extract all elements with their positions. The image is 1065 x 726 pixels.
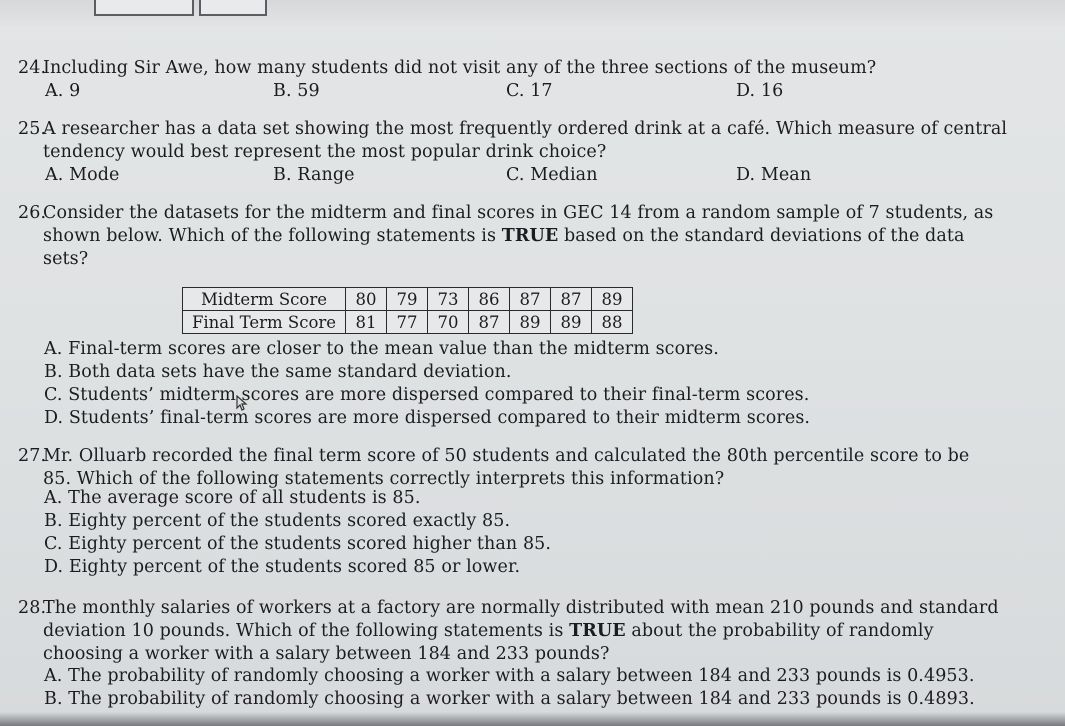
option-a[interactable]: A. 9	[45, 81, 81, 101]
question-text-cont: choosing a worker with a salary between 184 and 233 pounds?	[43, 644, 610, 664]
table-cell: 86	[469, 288, 510, 311]
table-cell: 87	[510, 288, 551, 311]
table-cell: 88	[592, 311, 633, 334]
options-row	[18, 164, 1038, 187]
option-d[interactable]: D. 16	[736, 81, 784, 101]
text-segment: about the probability of randomly	[625, 621, 934, 641]
table-cell: 89	[592, 288, 633, 311]
question-number: 27.	[18, 446, 47, 466]
option-d[interactable]: D. Students’ final-term scores are more dispersed compared to their midterm scores.	[44, 408, 811, 428]
question-text-cont: sets?	[43, 249, 89, 269]
scores-table	[182, 287, 633, 334]
row-header: Final Term Score	[183, 311, 346, 334]
question-24-stem	[18, 57, 1038, 80]
question-number: 24.	[18, 58, 47, 78]
table-cell: 89	[551, 311, 592, 334]
table-cell: 79	[387, 288, 428, 311]
question-text-cont	[18, 225, 1038, 248]
option-a[interactable]: A. The probability of randomly choosing a worker with a salary between 184 and 233 pounds is 0.4953.	[44, 666, 975, 686]
question-28-options	[18, 665, 1038, 711]
question-text: The monthly salaries of workers at a factory are normally distributed with mean 210 pounds and standard	[43, 598, 999, 618]
question-text: Consider the datasets for the midterm and final scores in GEC 14 from a random sample of 7 students, as	[43, 203, 994, 223]
question-26	[18, 202, 1038, 271]
question-26-stem	[18, 202, 1038, 225]
option-a[interactable]: A. Mode	[45, 165, 120, 185]
question-text: A researcher has a data set showing the most frequently ordered drink at a café. Which measure of central	[43, 119, 1008, 139]
option-a[interactable]: A. Final-term scores are closer to the mean value than the midterm scores.	[44, 339, 719, 359]
question-28	[18, 597, 1038, 666]
emphasis-text: TRUE	[569, 621, 626, 641]
question-25-stem	[18, 118, 1038, 141]
option-a[interactable]: A. The average score of all students is 85.	[44, 488, 421, 508]
option-d[interactable]: D. Mean	[736, 165, 812, 185]
table-cell: 70	[428, 311, 469, 334]
question-number: 26.	[18, 203, 47, 223]
option-b[interactable]: B. The probability of randomly choosing a worker with a salary between 184 and 233 pounds is 0.4893.	[44, 689, 975, 709]
options-row	[18, 80, 1038, 103]
text-segment: shown below. Which of the following statements is	[43, 226, 502, 246]
option-b[interactable]: B. 59	[273, 81, 320, 101]
question-24	[18, 57, 1038, 103]
question-28-stem	[18, 597, 1038, 620]
question-text-cont: 85. Which of the following statements correctly interprets this information?	[43, 469, 725, 489]
question-26-options	[18, 338, 1038, 430]
option-b[interactable]: B. Eighty percent of the students scored exactly 85.	[44, 511, 511, 531]
emphasis-text: TRUE	[501, 226, 559, 246]
option-c[interactable]: C. Eighty percent of the students scored higher than 85.	[44, 534, 552, 554]
option-b[interactable]: B. Both data sets have the same standard deviation.	[44, 362, 512, 382]
question-text-cont: tendency would best represent the most popular drink choice?	[43, 142, 607, 162]
question-27-options	[18, 487, 1038, 579]
next-button[interactable]	[199, 0, 267, 16]
table-cell: 87	[551, 288, 592, 311]
question-text-cont	[18, 620, 1038, 643]
question-number: 28.	[18, 598, 47, 618]
text-segment: based on the standard deviations of the data	[558, 226, 965, 246]
option-c[interactable]: C. Students’ midterm scores are more dispersed compared to their final-term scores.	[44, 385, 810, 405]
previous-button[interactable]	[94, 0, 194, 16]
table-cell: 73	[428, 288, 469, 311]
question-25	[18, 118, 1038, 187]
row-header: Midterm Score	[183, 288, 346, 311]
table-cell: 89	[510, 311, 551, 334]
question-number: 25.	[18, 119, 47, 139]
question-text: Mr. Olluarb recorded the final term score of 50 students and calculated the 80th percentile score to be	[43, 446, 970, 466]
question-27	[18, 445, 1038, 491]
option-d[interactable]: D. Eighty percent of the students scored 85 or lower.	[44, 557, 521, 577]
table-row	[183, 311, 633, 334]
table-row	[183, 288, 633, 311]
option-c[interactable]: C. 17	[506, 81, 553, 101]
top-toolbar	[0, 0, 1065, 26]
question-text: Including Sir Awe, how many students did not visit any of the three sections of the museum?	[43, 58, 877, 78]
table-cell: 77	[387, 311, 428, 334]
question-27-stem	[18, 445, 1038, 468]
screen-bottom-edge	[0, 712, 1065, 726]
option-c[interactable]: C. Median	[506, 165, 598, 185]
table-cell: 80	[346, 288, 387, 311]
table-cell: 81	[346, 311, 387, 334]
text-segment: deviation 10 pounds. Which of the following statements is	[43, 621, 570, 641]
option-b[interactable]: B. Range	[273, 165, 355, 185]
text-cursor-icon	[234, 395, 250, 411]
table-cell: 87	[469, 311, 510, 334]
